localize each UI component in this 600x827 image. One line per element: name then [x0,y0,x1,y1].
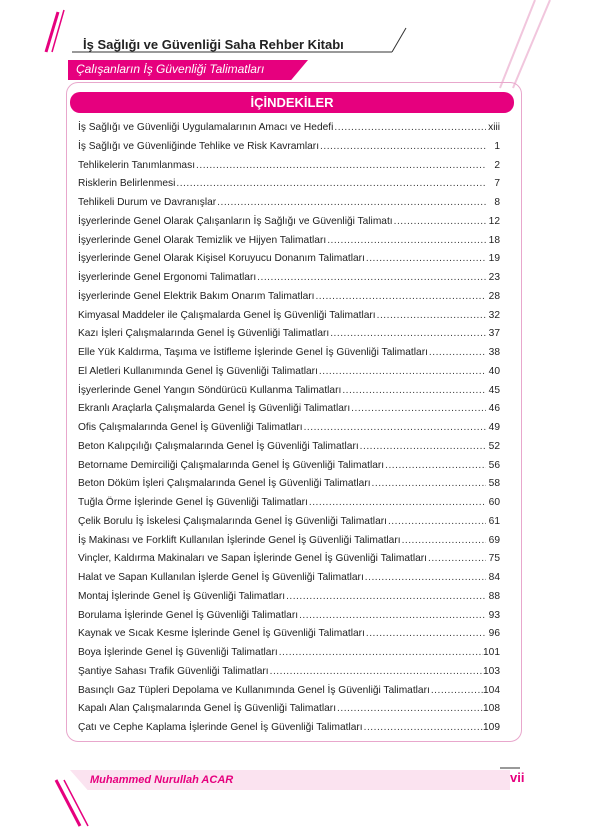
toc-leader-dots [384,460,486,471]
toc-entry [78,666,500,685]
toc-entry-page: 32 [488,309,500,321]
toc-leader-dots [175,178,486,189]
toc-leader-dots [326,235,486,246]
toc-entry [78,422,500,441]
toc-entry [78,610,500,629]
toc-entry-title: Ekranlı Araçlarla Çalışmalarda Genel İş Güvenliği Talimatları [78,403,351,415]
toc-entry-title: Kaynak ve Sıcak Kesme İşlerinde Genel İş Güvenliği Talimatları [78,628,365,640]
toc-leader-dots [278,647,483,658]
toc-entry-page: 7 [494,178,500,190]
author-name: Muhammed Nurullah ACAR [90,774,234,786]
toc-entry-title: Kazı İşleri Çalışmalarında Genel İş Güvenliği Talimatları [78,328,330,340]
toc-entry-title: Betorname Demirciliği Çalışmalarında Genel İş Güvenliği Talimatları [78,459,385,471]
toc-entry-title: İşyerlerinde Genel Olarak Çalışanların İş Sağlığı ve Güvenliği Talimatı [78,215,393,227]
toc-leader-dots [269,666,483,677]
toc-leader-dots [285,591,486,602]
toc-leader-dots [319,141,486,152]
toc-entry-title: İşyerlerinde Genel Olarak Temizlik ve Hijyen Talimatları [78,234,327,246]
toc-entry-page: 108 [483,703,500,715]
toc-entry [78,628,500,647]
toc-leader-dots [401,535,486,546]
toc-entry [78,235,500,254]
toc-entry-page: 12 [488,215,500,227]
toc-entry-page: 18 [488,234,500,246]
toc-entry-title: Halat ve Sapan Kullanılan İşlerde Genel İş Güvenliği Talimatları [78,572,364,583]
toc-entry-title: Elle Yük Kaldırma, Taşıma ve İstifleme İşlerinde Genel İş Güvenliği Talimatları [78,347,428,358]
toc-entry-page: 38 [488,347,500,358]
toc-entry [78,291,500,310]
toc-leader-dots [393,216,486,227]
toc-leader-dots [376,310,486,321]
toc-entry-page: 28 [488,290,500,302]
toc-leader-dots [298,610,486,621]
toc-entry-title: İşyerlerinde Genel Olarak Kişisel Koruyucu Donanım Talimatları [78,253,365,265]
toc-leader-dots [336,703,483,714]
toc-leader-dots [371,478,486,489]
toc-entry-title: Şantiye Sahası Trafik Güvenliği Talimatları [78,665,269,677]
toc-entry [78,403,500,422]
toc-entry-page: 2 [494,159,500,171]
toc-entry-title: Montaj İşlerinde Genel İş Güvenliği Talimatları [78,590,286,602]
toc-entry-page: 84 [488,572,500,583]
toc-entry [78,553,500,572]
toc-entry-page: 93 [488,609,500,621]
toc-entry [78,178,500,197]
toc-entry [78,685,500,704]
toc-leader-dots [318,366,486,377]
toc-entry [78,516,500,535]
toc-list [78,122,500,741]
toc-entry [78,253,500,272]
toc-entry [78,535,500,554]
toc-entry-title: Çatı ve Cephe Kaplama İşlerinde Genel İş Güvenliği Talimatları [78,722,363,733]
toc-entry-page: 101 [483,647,500,658]
toc-entry-title: Beton Döküm İşleri Çalışmalarında Genel İş Güvenliği Talimatları [78,478,371,490]
toc-entry-page: 37 [488,328,500,340]
toc-entry [78,216,500,235]
toc-entry [78,460,500,479]
toc-entry [78,478,500,497]
toc-leader-dots [365,253,486,264]
toc-entry [78,722,500,741]
toc-entry-title: İşyerlerinde Genel Yangın Söndürücü Kullanma Talimatları [78,384,342,396]
toc-heading: İÇİNDEKİLER [70,92,514,113]
toc-entry [78,366,500,385]
toc-entry-page: 109 [483,722,500,733]
toc-leader-dots [364,572,486,583]
toc-leader-dots [365,628,486,639]
toc-entry-page: 45 [488,384,500,396]
toc-entry-page: 23 [488,272,500,283]
toc-entry-title: İşyerlerinde Genel Elektrik Bakım Onarım Talimatları [78,290,315,302]
toc-leader-dots [314,291,486,302]
toc-entry-title: Ofis Çalışmalarında Genel İş Güvenliği Talimatları [78,422,303,433]
toc-entry [78,385,500,404]
toc-entry-page: 58 [488,478,500,490]
toc-entry-title: Risklerin Belirlenmesi [78,178,176,190]
page-number: vii [510,770,525,785]
book-title: İş Sağlığı ve Güvenliği Saha Rehber Kitabı [83,37,344,52]
toc-leader-dots [329,328,486,339]
toc-leader-dots [359,441,486,452]
toc-entry-title: Kimyasal Maddeler ile Çalışmalarda Genel İş Güvenliği Talimatları [78,309,376,321]
toc-entry [78,703,500,722]
toc-entry-title: Borulama İşlerinde Genel İş Güvenliği Talimatları [78,609,299,621]
toc-leader-dots [387,516,486,527]
toc-leader-dots [427,553,486,564]
toc-entry [78,160,500,179]
toc-entry-title: İş Sağlığı ve Güvenliği Uygulamalarının Amacı ve Hedefi [78,122,334,133]
toc-entry [78,591,500,610]
toc-entry-page: 96 [488,628,500,640]
toc-entry [78,347,500,366]
toc-entry [78,328,500,347]
toc-entry-page: 103 [483,665,500,677]
toc-entry-page: 88 [488,590,500,602]
toc-entry-page: xiii [488,122,500,133]
toc-leader-dots [333,122,486,133]
toc-entry [78,272,500,291]
toc-entry-title: Beton Kalıpçılığı Çalışmalarında Genel İş Güvenliği Talimatları [78,440,359,452]
toc-entry-page: 104 [483,684,500,696]
toc-leader-dots [195,160,486,171]
toc-entry [78,572,500,591]
toc-entry-title: Boya İşlerinde Genel İş Güvenliği Talimatları [78,647,278,658]
toc-entry-page: 46 [488,403,500,415]
toc-entry [78,310,500,329]
toc-entry-title: Vinçler, Kaldırma Makinaları ve Sapan İşlerinde Genel İş Güvenliği Talimatları [78,553,427,565]
toc-entry-page: 49 [488,422,500,433]
toc-leader-dots [363,722,483,733]
toc-entry-title: Tehlikeli Durum ve Davranışlar [78,197,217,208]
toc-entry-title: Kapalı Alan Çalışmalarında Genel İş Güvenliği Talimatları [78,703,337,715]
toc-leader-dots [256,272,486,283]
toc-entry-title: Çelik Borulu İş İskelesi Çalışmalarında Genel İş Güvenliği Talimatları [78,515,387,527]
toc-leader-dots [430,685,483,696]
toc-leader-dots [216,197,486,208]
toc-entry [78,122,500,141]
toc-entry-page: 61 [488,515,500,527]
toc-entry-page: 19 [488,253,500,265]
toc-entry-page: 1 [494,140,500,152]
toc-entry-page: 8 [494,197,500,208]
toc-entry-title: İş Sağlığı ve Güvenliğinde Tehlike ve Risk Kavramları [78,140,320,152]
toc-entry-title: İş Makinası ve Forklift Kullanılan İşlerinde Genel İş Güvenliği Talimatları [78,534,401,546]
toc-entry-page: 56 [488,459,500,471]
toc-entry-title: Basınçlı Gaz Tüpleri Depolama ve Kullanımında Genel İş Güvenliği Talimatları [78,684,430,696]
toc-entry [78,441,500,460]
section-title: Çalışanların İş Güvenliği Talimatları [76,62,265,76]
toc-entry [78,141,500,160]
toc-entry-page: 52 [488,440,500,452]
toc-entry-title: Tehlikelerin Tanımlanması [78,159,196,171]
toc-leader-dots [308,497,486,508]
toc-entry [78,197,500,216]
toc-entry [78,497,500,516]
toc-entry-page: 75 [488,553,500,565]
toc-entry-page: 60 [488,497,500,508]
toc-entry-title: Tuğla Örme İşlerinde Genel İş Güvenliği Talimatları [78,497,308,508]
toc-entry-page: 69 [488,534,500,546]
toc-leader-dots [303,422,486,433]
toc-entry [78,647,500,666]
toc-entry-title: İşyerlerinde Genel Ergonomi Talimatları [78,272,257,283]
toc-leader-dots [428,347,486,358]
toc-leader-dots [350,403,486,414]
toc-entry-title: El Aletleri Kullanımında Genel İş Güvenliği Talimatları [78,365,318,377]
toc-leader-dots [341,385,486,396]
toc-entry-page: 40 [488,365,500,377]
